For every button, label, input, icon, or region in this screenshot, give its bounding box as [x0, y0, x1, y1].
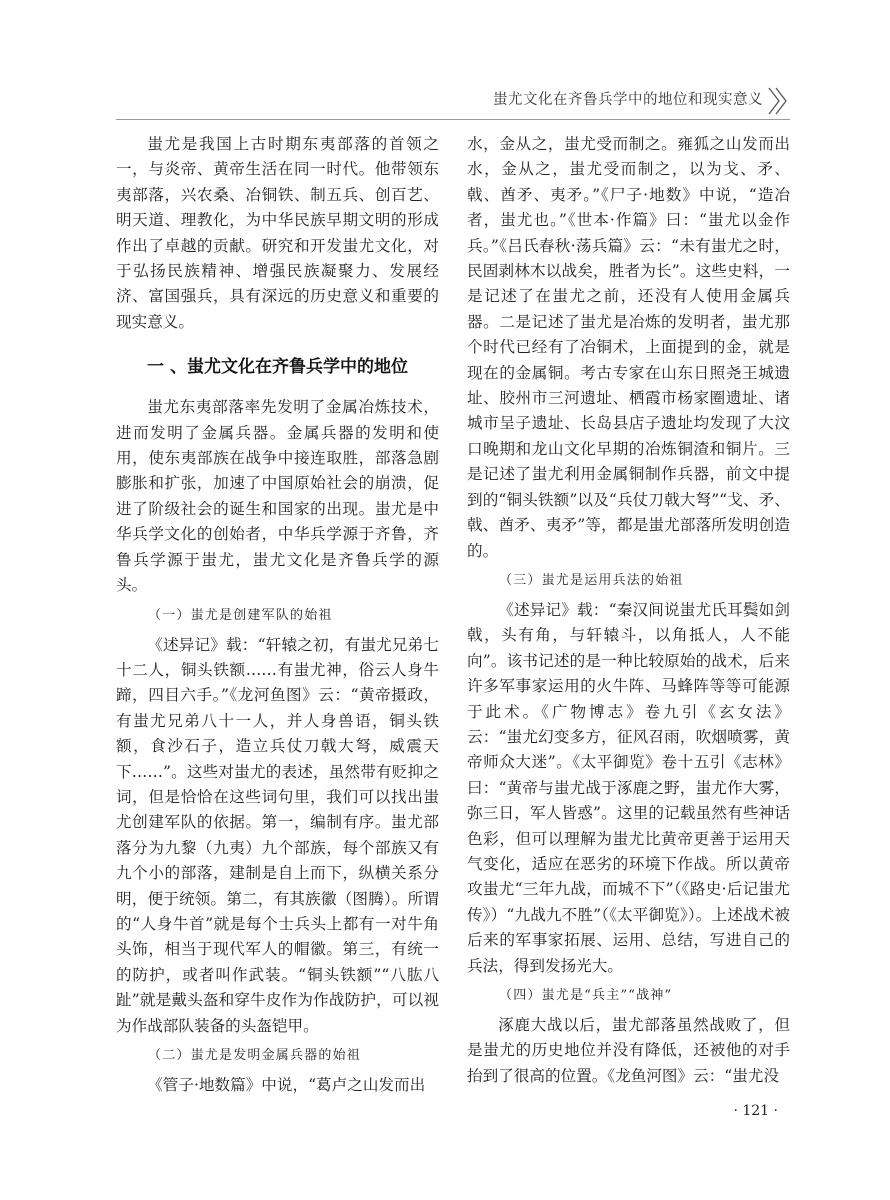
- section-heading-1: 一 、蚩尤文化在齐鲁兵学中的地位: [147, 357, 408, 378]
- left-column: [116, 132, 439, 1098]
- subsection-heading-4: （四）蚩尤是“兵主”“战神”: [499, 988, 673, 1003]
- intro-paragraph: 蚩尤是我国上古时期东夷部落的首领之一，与炎帝、黄帝生活在同一时代。他带领东夷部落，兴农桑、冶铜铁、制五兵、创百艺、明天道、理教化，为中华民族早期文明的形成作出了卓越的贡献。研究和开发蚩尤文化，对于弘扬民族精神、增强民族凝聚力、发展经济、富国强兵，具有深远的历史意义和重要的现实意义。: [116, 135, 439, 331]
- section-1-paragraph: 蚩尤东夷部落率先发明了金属冶炼技术，进而发明了金属兵器。金属兵器的发明和使用，使东夷部族在战争中接连取胜，部落急剧膨胀和扩张，加速了中国原始社会的崩溃，促进了阶级社会的诞生和国家的出现。蚩尤是中华兵学文化的创始者，中华兵学源于齐鲁，齐鲁兵学源于蚩尤，蚩尤文化是齐鲁兵学的源头。: [116, 398, 439, 595]
- double-chevron-icon: [766, 86, 790, 116]
- subsection-4-paragraph: 涿鹿大战以后，蚩尤部落虽然战败了，但是蚩尤的历史地位并没有降低，还被他的对手抬到了很高的位置。《龙鱼河图》云：“蚩尤没: [467, 1016, 790, 1085]
- running-header-title: 蚩尤文化在齐鲁兵学中的地位和现实意义: [493, 92, 763, 108]
- subsection-2-paragraph-start: 《管子·地数篇》中说，“葛卢之山发而出: [147, 1076, 426, 1094]
- subsection-heading-3: （三）蚩尤是运用兵法的始祖: [499, 572, 684, 588]
- subsection-3-paragraph: 《述异记》载：“秦汉间说蚩尤氏耳鬓如剑戟，头有角，与轩辕斗，以角抵人，人不能向”。该书记述的是一种比较原始的战术，后来许多军事家运用的火牛阵、马蜂阵等等可能源于此术。《广物博志》卷九引《玄女法》云：“蚩尤幻变多方，征风召雨，吹烟喷雾，黄帝师众大迷”。《太平御览》卷十五引《志林》曰：“黄帝与蚩尤战于涿鹿之野，蚩尤作大雾，弥三日，军人皆惑”。这里的记载虽然有些神话色彩，但可以理解为蚩尤比黄帝更善于运用天气变化，适应在恶劣的环境下作战。所以黄帝攻蚩尤“三年九战，而城不下”（《路史·后记蚩尤传》）“九战九不胜”（《太平御览》）。上述战术被后来的军事家拓展、运用、总结，写进自己的兵法，得到发扬光大。: [467, 600, 790, 975]
- subsection-2-paragraph-continued: 水，金从之，蚩尤受而制之。雍狐之山发而出水，金从之，蚩尤受而制之，以为戈、矛、戟、酋矛、夷矛。”《尸子·地数》中说，“造冶者，蚩尤也。”《世本·作篇》曰：“蚩尤以金作兵。”《吕氏春秋·荡兵篇》云：“未有蚩尤之时，民固剥林木以战矣，胜者为长”。这些史料，一是记述了在蚩尤之前，还没有人使用金属兵器。二是记述了蚩尤是冶炼的发明者，蚩尤那个时代已经有了冶铜术，上面提到的金，就是现在的金属铜。考古专家在山东日照尧王城遗址、胶州市三河遗址、栖霞市杨家圈遗址、诸城市呈子遗址、长岛县店子遗址均发现了大汶口晚期和龙山文化早期的冶炼铜渣和铜片。三是记述了蚩尤利用金属铜制作兵器，前文中提到的“铜头铁额”以及“兵仗刀戟大弩”“戈、矛、戟、酋矛、夷矛”等，都是蚩尤部落所发明创造的。: [467, 135, 790, 560]
- right-column: [467, 132, 790, 1089]
- header-rule: [116, 119, 790, 120]
- subsection-heading-2: （二）蚩尤是发明金属兵器的始祖: [148, 1048, 362, 1063]
- subsection-heading-1: （一）蚩尤是创建军队的始祖: [148, 607, 333, 623]
- page-number: · 121 ·: [733, 1103, 778, 1119]
- running-header: [0, 86, 890, 116]
- subsection-1-paragraph: 《述异记》载：“轩辕之初，有蚩尤兄弟七十二人，铜头铁额……有蚩尤神，俗云人身牛蹄，四目六手。”《龙河鱼图》云：“黄帝摄政，有蚩尤兄弟八十一人，并人身兽语，铜头铁额，食沙石子，造立兵仗刀戟大弩，威震天下……”。这些对蚩尤的表述，虽然带有贬抑之词，但是恰恰在这些词句里，我们可以找出蚩尤创建军队的依据。第一，编制有序。蚩尤部落分为九黎（九夷）九个部族，每个部族又有九个小的部落，建制是自上而下，纵横关系分明，便于统领。第二，有其族徽（图腾）。所谓的“人身牛首”就是每个士兵头上都有一对牛角头饰，相当于现代军人的帽徽。第三，有统一的防护，或者叫作武装。“铜头铁额”“八肱八趾”就是戴头盔和穿牛皮作为作战防护，可以视为作战部队装备的头盔铠甲。: [116, 635, 439, 1035]
